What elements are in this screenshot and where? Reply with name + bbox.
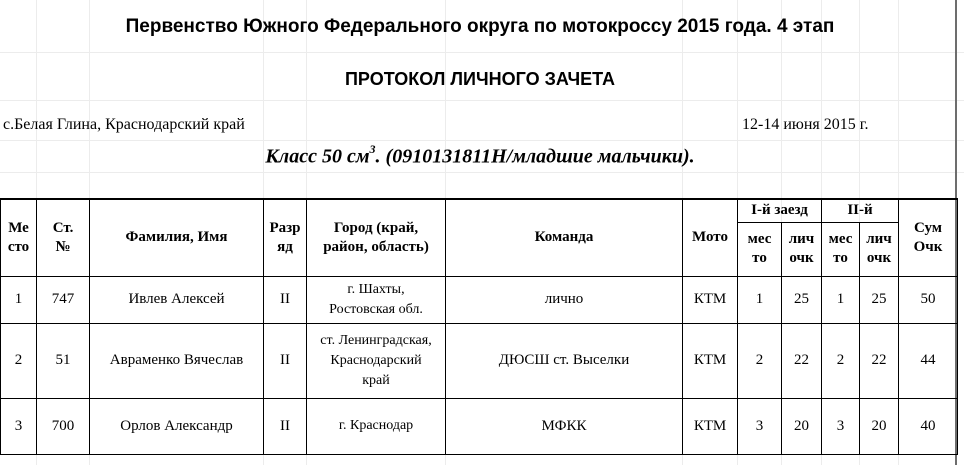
cell-number: 747 <box>37 276 90 323</box>
event-location: с.Белая Глина, Краснодарский край <box>3 116 245 133</box>
cell-place: 1 <box>1 276 37 323</box>
cell-r2-place: 3 <box>822 398 860 454</box>
class-suffix: . (0910131811Н/младшие мальчики). <box>375 145 695 168</box>
cell-moto: КТМ <box>683 276 738 323</box>
cell-rank: II <box>264 398 307 454</box>
table-row <box>1 323 958 398</box>
cell-r1-place: 3 <box>738 398 782 454</box>
cell-team: ДЮСШ ст. Выселки <box>446 323 683 398</box>
cell-sum: 44 <box>899 323 958 398</box>
class-prefix: Класс 50 см <box>265 145 370 168</box>
header-name: Фамилия, Имя <box>90 199 264 276</box>
cell-r2-points: 25 <box>860 276 899 323</box>
header-r2-place: мес то <box>822 222 860 276</box>
cell-r1-points: 25 <box>782 276 822 323</box>
cell-team: МФКК <box>446 398 683 454</box>
header-place: Ме сто <box>1 199 37 276</box>
header-r1-place: мес то <box>738 222 782 276</box>
cell-moto: КТМ <box>683 398 738 454</box>
document-title: Первенство Южного Федерального округа по мотокроссу 2015 года. 4 этап <box>125 16 835 37</box>
table-row <box>1 276 958 323</box>
cell-name: Авраменко Вячеслав <box>90 323 264 398</box>
cell-name: Ивлев Алексей <box>90 276 264 323</box>
cell-r2-points: 22 <box>860 323 899 398</box>
cell-city: г. Краснодар <box>307 398 446 454</box>
cell-sum: 50 <box>899 276 958 323</box>
protocol-title: ПРОТОКОЛ ЛИЧНОГО ЗАЧЕТА <box>344 69 616 89</box>
class-line <box>0 144 960 169</box>
cell-r2-place: 2 <box>822 323 860 398</box>
header-r2-points: лич очк <box>860 222 899 276</box>
cell-city: ст. Ленинградская, Краснодарский край <box>307 323 446 398</box>
cell-place: 3 <box>1 398 37 454</box>
header-race2: II-й <box>822 199 899 222</box>
event-date: 12-14 июня 2015 г. <box>742 116 869 133</box>
cell-sum: 40 <box>899 398 958 454</box>
header-rank: Разр яд <box>264 199 307 276</box>
cell-r1-place: 1 <box>738 276 782 323</box>
cell-number: 700 <box>37 398 90 454</box>
cell-number: 51 <box>37 323 90 398</box>
cell-r1-place: 2 <box>738 323 782 398</box>
header-moto: Мото <box>683 199 738 276</box>
results-table <box>0 198 958 455</box>
cell-r1-points: 20 <box>782 398 822 454</box>
header-number: Ст. № <box>37 199 90 276</box>
header-city: Город (край, район, область) <box>307 199 446 276</box>
cell-rank: II <box>264 276 307 323</box>
header-race1: I-й заезд <box>738 199 822 222</box>
cell-city: г. Шахты, Ростовская обл. <box>307 276 446 323</box>
cell-r1-points: 22 <box>782 323 822 398</box>
cell-team: лично <box>446 276 683 323</box>
cell-name: Орлов Александр <box>90 398 264 454</box>
table-row <box>1 398 958 454</box>
header-r1-points: лич очк <box>782 222 822 276</box>
cell-moto: КТМ <box>683 323 738 398</box>
cell-place: 2 <box>1 323 37 398</box>
cell-r2-points: 20 <box>860 398 899 454</box>
header-team: Команда <box>446 199 683 276</box>
cell-r2-place: 1 <box>822 276 860 323</box>
header-sum: Сум Очк <box>899 199 958 276</box>
cell-rank: II <box>264 323 307 398</box>
class-superscript: 3 <box>369 142 376 156</box>
